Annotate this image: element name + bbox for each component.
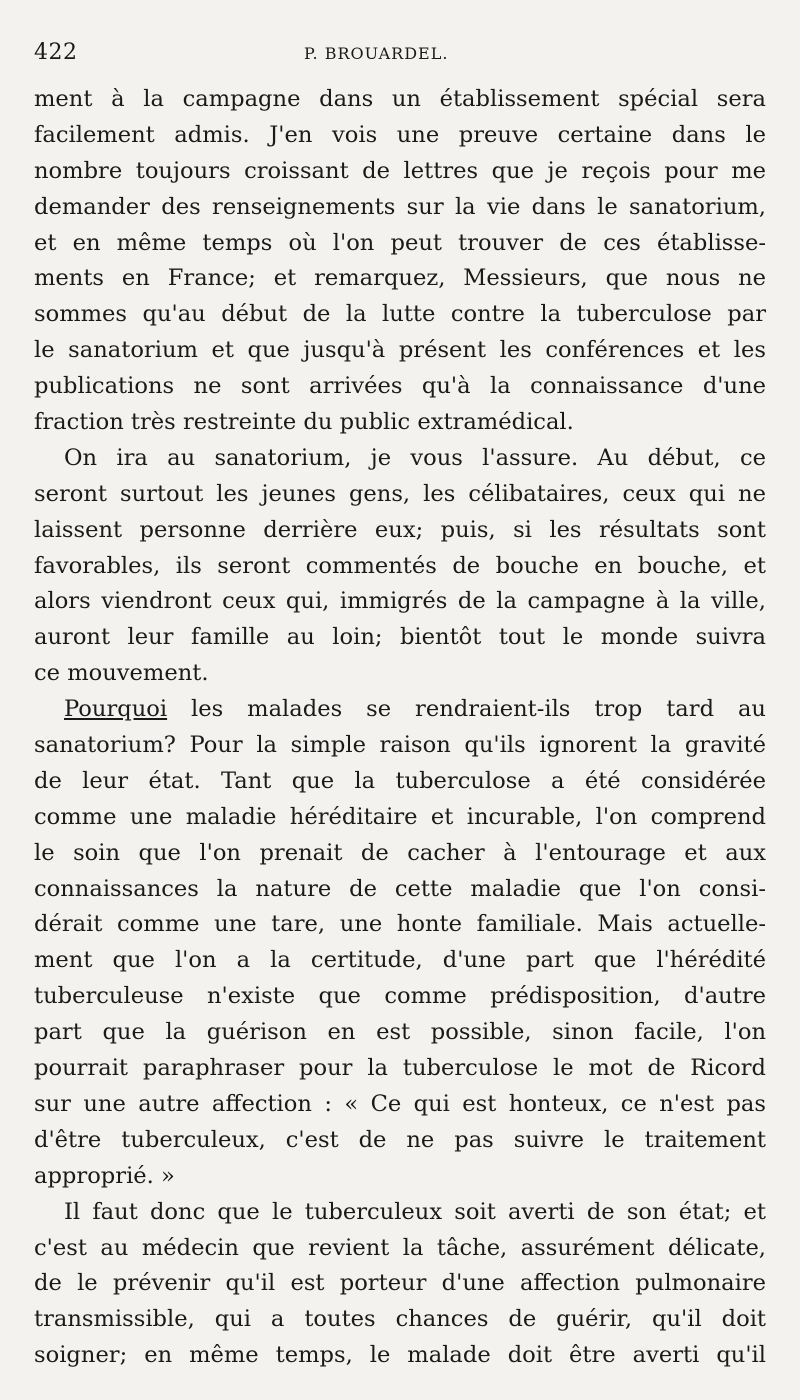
text-line: demander des renseignements sur la vie dans le sanatorium, [34, 193, 766, 220]
text-line: et en même temps où l'on peut trouver de ces établisse- [34, 229, 766, 256]
text-line: ce mouvement. [34, 660, 209, 687]
text-line: laissent personne derrière eux; puis, si les résultats sont [34, 516, 766, 543]
text-line: Il faut donc que le tuberculeux soit averti de son état; et [64, 1198, 766, 1225]
text-line: fraction très restreinte du public extramédical. [34, 409, 574, 436]
paragraph [34, 441, 766, 692]
text-line: favorables, ils seront commentés de bouche en bouche, et [34, 552, 766, 579]
running-head-title: P. BROUARDEL. [304, 44, 449, 63]
text-line: On ira au sanatorium, je vous l'assure. Au début, ce [64, 444, 766, 471]
text-line: soigner; en même temps, le malade doit être averti qu'il [34, 1342, 766, 1369]
text-line: ments en France; et remarquez, Messieurs, que nous ne [34, 265, 766, 292]
text-line: ment que l'on a la certitude, d'une part que l'hérédité [34, 947, 766, 974]
body-text [34, 82, 766, 1374]
underlined-word: Pourquoi [64, 696, 168, 723]
text-line: dérait comme une tare, une honte familiale. Mais actuelle- [34, 911, 766, 938]
page-number: 422 [34, 40, 78, 65]
paragraph [34, 1195, 766, 1374]
text-line: tuberculeuse n'existe que comme prédisposition, d'autre [34, 983, 766, 1010]
text-line: pourrait paraphraser pour la tuberculose le mot de Ricord [34, 1055, 766, 1082]
text-line: de le prévenir qu'il est porteur d'une affection pulmonaire [34, 1270, 766, 1297]
text-line: ment à la campagne dans un établissement spécial sera [34, 86, 766, 112]
text-line: approprié. » [34, 1162, 175, 1189]
text-line: alors viendront ceux qui, immigrés de la campagne à la ville, [34, 588, 766, 615]
text-line: transmissible, qui a toutes chances de guérir, qu'il doit [34, 1306, 766, 1333]
text-line: nombre toujours croissant de lettres que je reçois pour me [34, 157, 766, 184]
text-line: connaissances la nature de cette maladie que l'on consi- [34, 875, 766, 902]
text-line: part que la guérison en est possible, sinon facile, l'on [34, 1019, 766, 1046]
text-line: d'être tuberculeux, c'est de ne pas suivre le traitement [34, 1126, 766, 1153]
text-line: publications ne sont arrivées qu'à la connaissance d'une [34, 373, 766, 400]
text-line: Pourquoi les malades se rendraient-ils trop tard au [64, 696, 766, 723]
text-line: auront leur famille au loin; bientôt tout le monde suivra [34, 624, 766, 651]
text-line: c'est au médecin que revient la tâche, assurément délicate, [34, 1234, 766, 1261]
text-line: sur une autre affection : « Ce qui est honteux, ce n'est pas [34, 1090, 766, 1117]
text-line: facilement admis. J'en vois une preuve certaine dans le [34, 121, 766, 148]
paragraph [34, 692, 766, 1194]
text-line: sanatorium? Pour la simple raison qu'ils ignorent la gravité [34, 732, 766, 759]
text-line: le sanatorium et que jusqu'à présent les conférences et les [34, 337, 766, 364]
text-line: sommes qu'au début de la lutte contre la tuberculose par [34, 301, 766, 328]
text-line: le soin que l'on prenait de cacher à l'entourage et aux [34, 839, 766, 866]
text-line: comme une maladie héréditaire et incurable, l'on comprend [34, 803, 766, 830]
paragraph [34, 82, 766, 441]
text-line: de leur état. Tant que la tuberculose a été considérée [34, 767, 766, 794]
running-head [34, 40, 766, 78]
text-line: seront surtout les jeunes gens, les célibataires, ceux qui ne [34, 480, 766, 507]
